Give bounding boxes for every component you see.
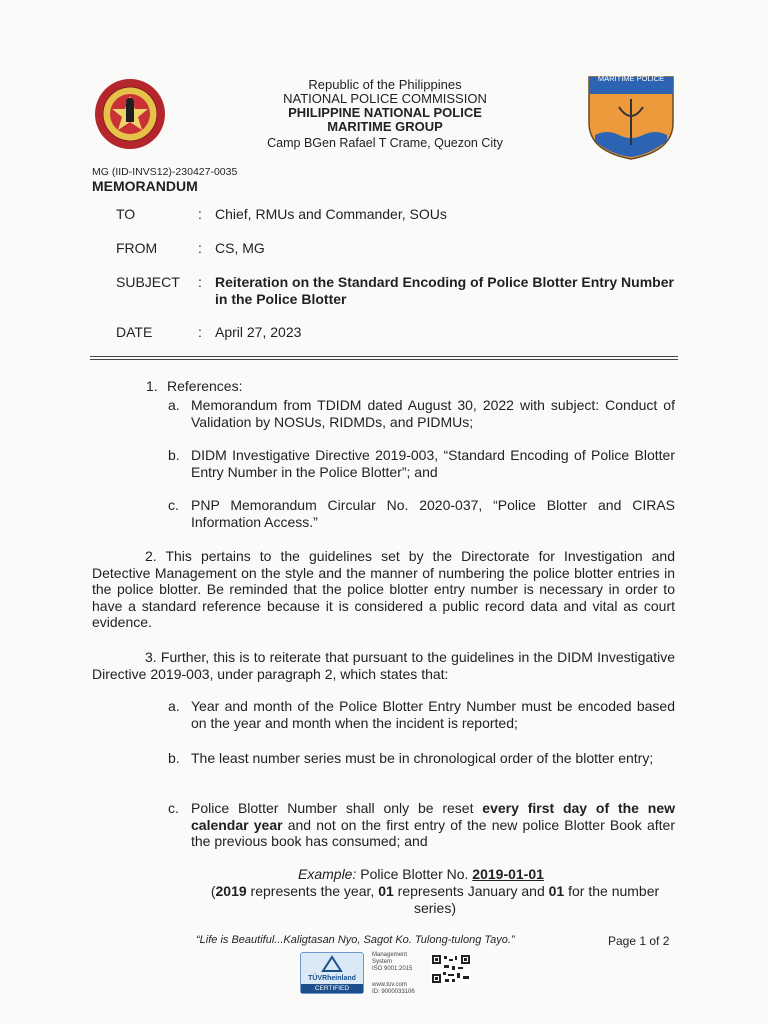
example-open: ( xyxy=(210,883,216,899)
example-mid3: for the number series) xyxy=(413,883,660,916)
to-colon: : xyxy=(198,206,202,222)
subject-value: Reiteration on the Standard Encoding of Police Blotter Entry Number in the Police Blotter xyxy=(215,274,674,307)
reference-number: MG (IID-INVS12)-230427-0035 xyxy=(92,166,238,178)
date-label: DATE xyxy=(116,324,153,340)
example-month: 01 xyxy=(378,883,394,899)
item-a-letter: a. xyxy=(168,698,180,714)
header-address: Camp BGen Rafael T Crame, Quezon City xyxy=(267,136,503,150)
ref-b-letter: b. xyxy=(168,447,180,463)
tuv-certified-label: CERTIFIED xyxy=(301,984,363,993)
tuv-brand: TÜVRheinland xyxy=(308,975,356,982)
paragraph-2: 2. This pertains to the guidelines set by the Directorate for Investigation and Detective Management on the style and the manner of numbering the police blotter entries in the police blotter. Be reminded that the police blotter entry number is necessary in order to have a standard reference because it is considered a public record data and vital as court evidence. xyxy=(92,548,675,630)
paragraph-3: 3. Further, this is to reiterate that pursuant to the guidelines in the DIDM Investigative Directive 2019-003, under paragraph 2, which states that: xyxy=(92,649,675,682)
example-mid1: represents the year, xyxy=(246,883,379,899)
example-text: Police Blotter No. xyxy=(356,866,473,882)
page-number: Page 1 of 2 xyxy=(608,934,670,948)
header-pnp: PHILIPPINE NATIONAL POLICE xyxy=(288,105,482,120)
example-year: 2019 xyxy=(215,883,247,899)
example-number: 2019-01-01 xyxy=(472,866,544,882)
to-value: Chief, RMUs and Commander, SOUs xyxy=(215,206,447,222)
section1-number: 1. xyxy=(146,378,158,394)
from-colon: : xyxy=(198,240,202,256)
example-mid2: represents January and xyxy=(393,883,549,899)
item-c-bold: every first day of the new calendar year xyxy=(191,800,675,833)
header-maritime-group: MARITIME GROUP xyxy=(327,119,443,134)
tuv-certified-badge-icon xyxy=(300,952,364,994)
item-c-text-part1: Police Blotter Number shall only be reset xyxy=(191,800,483,816)
item-c-text xyxy=(191,800,675,850)
maritime-badge-text: MARITIME POLICE xyxy=(597,74,665,83)
to-label: TO xyxy=(116,206,136,222)
date-colon: : xyxy=(198,324,202,340)
from-label: FROM xyxy=(116,240,158,256)
example-series: 01 xyxy=(548,883,565,899)
cert-management: Management xyxy=(372,952,408,958)
ref-a-text: Memorandum from TDIDM dated August 30, 2022 with subject: Conduct of Validation by NOSUs, RIDMDs, and PIDMUs; xyxy=(191,397,675,430)
qr-code-icon xyxy=(431,954,471,984)
memo-label: MEMORANDUM xyxy=(92,178,198,194)
ref-b-text: DIDM Investigative Directive 2019-003, “Standard Encoding of Police Blotter Entry Number in the Police Blotter”; and xyxy=(191,447,675,480)
divider-top xyxy=(90,356,678,357)
footer-motto: “Life is Beautiful...Kaligtasan Nyo, Sagot Ko. Tulong-tulong Tayo.” xyxy=(196,934,515,946)
header-republic: Republic of the Philippines xyxy=(308,77,462,92)
item-c-letter: c. xyxy=(168,800,179,816)
pnp-seal-icon xyxy=(92,76,168,152)
divider-bottom xyxy=(90,359,678,360)
subject-label: SUBJECT xyxy=(116,274,180,290)
maritime-police-badge-icon xyxy=(587,75,675,161)
ref-c-letter: c. xyxy=(168,497,179,513)
item-b-text: The least number series must be in chronological order of the blotter entry; xyxy=(191,750,654,766)
subject-colon: : xyxy=(198,274,202,290)
item-a-text: Year and month of the Police Blotter Entry Number must be encoded based on the year and month when the incident is reported; xyxy=(191,698,675,731)
date-value: April 27, 2023 xyxy=(215,324,302,340)
item-b-letter: b. xyxy=(168,750,180,766)
cert-system: System xyxy=(372,959,393,965)
example-label: Example: xyxy=(298,866,357,882)
header-napolcom: NATIONAL POLICE COMMISSION xyxy=(283,91,487,106)
cert-url: www.tuv.com xyxy=(372,982,407,988)
item-c-text-part2: and not on the first entry of the new police Blotter Book after the previous book has consumed; and xyxy=(191,816,675,849)
cert-iso: ISO 9001:2015 xyxy=(372,966,413,972)
ref-a-letter: a. xyxy=(168,397,180,413)
example-line xyxy=(220,866,620,883)
ref-c-text: PNP Memorandum Circular No. 2020-037, “Police Blotter and CIRAS Information Access.” xyxy=(191,497,675,530)
tuv-triangle-icon xyxy=(301,953,363,975)
from-value: CS, MG xyxy=(215,240,265,256)
cert-id: ID: 9000033106 xyxy=(372,989,415,995)
section1-title: References: xyxy=(167,378,243,394)
example-explanation xyxy=(200,883,670,916)
